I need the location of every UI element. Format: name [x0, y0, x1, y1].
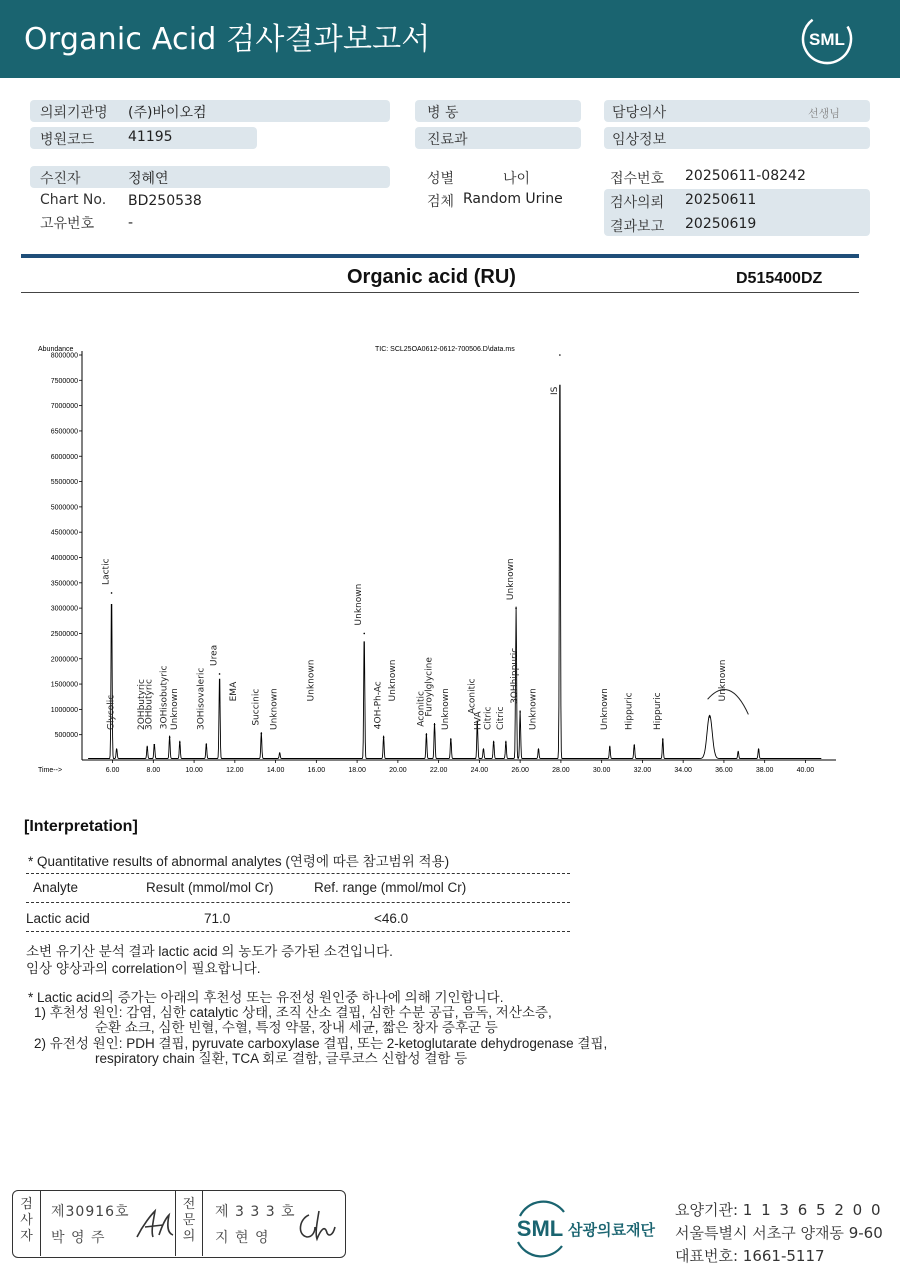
peak-apex [146, 747, 148, 749]
title-underline [21, 292, 859, 293]
peak-annotation [210, 645, 220, 666]
peak-annotation [718, 660, 728, 702]
peak-apex [709, 716, 711, 718]
y-tick-label: 6500000 [50, 428, 78, 436]
specialist-license: 제 3 3 3 호 [215, 1204, 296, 1220]
y-tick-label: 4000000 [50, 555, 78, 562]
annotation-label: Unknown [169, 688, 180, 730]
annotation-label: 3OHbutyric [144, 679, 155, 730]
annotation-label: Unknown [354, 583, 365, 626]
uid-value: - [128, 215, 134, 231]
specialist-label: 전 문 의 [175, 1191, 203, 1256]
org-name: 삼광의료재단 [568, 1221, 655, 1239]
annotation-label: Unknown [506, 558, 517, 601]
test-title: Organic acid (RU) [347, 266, 516, 288]
annotation-label: Citric [483, 706, 494, 730]
table-divider [26, 873, 570, 874]
peak-apex [662, 739, 664, 741]
y-tick-label: 500000 [54, 732, 78, 740]
specimen-label: 검체 [427, 194, 455, 210]
annotation-label: Aconitic [416, 691, 427, 727]
annotation-label: Hippuric [624, 692, 635, 730]
request-label: 검사의뢰 [610, 195, 665, 211]
peak-annotation [374, 681, 384, 729]
y-axis-label: Abundance [38, 346, 74, 353]
annotation-label: Furoylglycine [424, 657, 435, 717]
care-value: 1 1 3 6 5 2 0 0 [742, 1201, 883, 1219]
col-analyte: Analyte [33, 880, 79, 895]
peak-apex [169, 736, 171, 738]
peak-annotation [484, 706, 494, 730]
annotation-label: Unknown [440, 688, 451, 730]
peak-apex [450, 739, 452, 741]
logo-text: SML [809, 30, 845, 49]
x-tick-label: 38.00 [755, 767, 774, 774]
specialist-name: 지 현 영 [215, 1230, 270, 1246]
clinical-label: 임상정보 [612, 132, 667, 148]
annotation-label: EMA [228, 681, 239, 702]
tester-label: 검 사 자 [13, 1191, 41, 1256]
annotation-label: Unknown [599, 688, 610, 730]
annotation-label: 2OHbutyric [137, 679, 148, 730]
peak-annotation [196, 668, 206, 730]
peak-apex [559, 354, 561, 356]
footer-logo-text: SML [516, 1216, 564, 1241]
chart-no-value: BD250538 [128, 193, 202, 209]
peak-annotation [251, 689, 261, 726]
y-tick-label: 2000000 [50, 656, 78, 664]
y-tick-label: 5000000 [50, 504, 78, 512]
peak-annotation [496, 706, 506, 730]
annotation-label: HVA [473, 711, 484, 730]
peak-apex [633, 745, 635, 747]
receipt-label: 접수번호 [610, 171, 665, 187]
annotation-label: Unknown [269, 688, 280, 730]
peak-apex [505, 741, 507, 743]
peak-apex [426, 734, 428, 736]
peak-annotation [624, 692, 634, 730]
y-tick-label: 3000000 [50, 605, 78, 613]
peak-apex [758, 749, 760, 751]
chart-title: TIC: SCL25OA0612-0612-700506.D\data.ms [375, 346, 515, 353]
institution-label: 의뢰기관명 [40, 105, 108, 121]
title-rule [21, 254, 859, 258]
peak-apex [515, 607, 517, 609]
table-divider [26, 931, 570, 932]
phone-label: 대표번호: [675, 1247, 739, 1265]
x-tick-label: 6.00 [105, 767, 120, 774]
y-tick-label: 5500000 [50, 479, 78, 487]
peak-apex [737, 752, 739, 754]
result-date-label: 결과보고 [610, 219, 665, 235]
peak-annotation [160, 665, 170, 729]
age-label: 나이 [503, 171, 531, 187]
doctor-suffix: 선생님 [808, 107, 840, 120]
cause-line: respiratory chain 질환, TCA 회로 결함, 글루코스 신합성 결함 등 [95, 1051, 468, 1066]
peak-annotation [510, 648, 520, 704]
peak-annotation [170, 688, 180, 730]
y-tick-label: 7000000 [50, 403, 78, 411]
cause-line: 1) 후천성 원인: 감염, 심한 catalytic 상태, 조직 산소 결핍, 심한 수분 공급, 음독, 저산소증, [34, 1005, 552, 1020]
x-axis-label: Time--> [38, 767, 63, 774]
x-tick-label: 20.00 [389, 767, 407, 774]
row-analyte: Lactic acid [26, 911, 90, 926]
peak-apex [383, 736, 385, 738]
x-tick-label: 14.00 [266, 767, 285, 774]
annotation-label: Citric [495, 706, 506, 730]
annotation-label: Unknown [306, 659, 317, 702]
tester-signature [133, 1205, 179, 1245]
signature-box [12, 1190, 346, 1258]
peak-apex [609, 747, 611, 749]
peak-apex [363, 633, 365, 635]
peak-annotation [441, 688, 451, 730]
receipt-value: 20250611-08242 [685, 168, 806, 184]
care-label: 요양기관: [675, 1201, 739, 1219]
annotation-label: 3OHhippuric [510, 647, 521, 704]
phone-value: 1661-5117 [742, 1247, 825, 1265]
specimen-value: Random Urine [463, 191, 563, 207]
cause-line: 2) 유전성 원인: PDH 결핍, pyruvate carboxylase 결핍, 또는 2-ketoglutarate dehydrogenase 결핍, [34, 1036, 608, 1051]
x-tick-label: 34.00 [674, 767, 692, 774]
specialist-signature [293, 1207, 339, 1245]
address: 서울특별시 서초구 양재동 9-60 [675, 1224, 883, 1242]
peak-annotation [506, 558, 516, 600]
peak-annotation [528, 688, 538, 730]
doctor-label: 담당의사 [612, 105, 667, 121]
row-result: 71.0 [204, 911, 231, 926]
y-tick-label: 1500000 [50, 681, 78, 689]
x-tick-label: 36.00 [715, 767, 733, 774]
peak-apex [206, 744, 208, 746]
peak-annotation [550, 386, 560, 395]
report-header [0, 0, 900, 78]
y-tick-label: 7500000 [50, 377, 78, 385]
peak-apex [493, 741, 495, 743]
peak-annotation [653, 692, 663, 730]
peak-annotation [388, 660, 398, 702]
request-value: 20250611 [685, 192, 757, 208]
test-code: D515400DZ [736, 270, 823, 287]
y-tick-label: 4500000 [50, 529, 78, 537]
chromatogram-chart [30, 335, 850, 780]
annotation-label: Unknown [528, 688, 539, 730]
dept-label: 진료과 [427, 132, 468, 148]
y-tick-label: 6000000 [50, 453, 78, 461]
peak-annotation [229, 681, 239, 701]
peak-apex [179, 741, 181, 743]
peak-annotation [102, 558, 112, 585]
x-tick-label: 26.00 [511, 767, 529, 774]
peak-apex [434, 724, 436, 726]
unknown-bracket [708, 690, 749, 715]
peak-annotation [144, 679, 154, 730]
peak-apex [538, 749, 540, 751]
quant-note: * Quantitative results of abnormal analytes (연령에 따른 참고범위 적용) [28, 854, 450, 869]
x-tick-label: 16.00 [307, 767, 326, 774]
patient-label: 수진자 [40, 171, 81, 187]
cause-line: 순환 쇼크, 심한 빈혈, 수혈, 특정 약물, 장내 세균, 짧은 창자 증후군 등 [95, 1020, 498, 1035]
x-tick-label: 8.00 [146, 767, 161, 774]
annotation-label: IS [549, 386, 560, 395]
peak-apex [219, 673, 221, 675]
care-code [675, 1199, 883, 1220]
comment-line: 임상 양상과의 correlation이 필요합니다. [26, 961, 261, 976]
result-date-value: 20250619 [685, 216, 757, 232]
row-ref: <46.0 [374, 911, 409, 926]
y-tick-label: 8000000 [50, 352, 78, 360]
peak-annotation [425, 657, 435, 717]
tester-name: 박 영 주 [51, 1230, 106, 1246]
annotation-label: 3OHisovaleric [196, 667, 207, 730]
peak-apex [483, 749, 485, 751]
institution-value: (주)바이오컴 [128, 105, 207, 121]
report-title: Organic Acid 검사결과보고서 [24, 22, 431, 57]
peak-apex [261, 733, 263, 735]
patient-box [30, 166, 390, 188]
annotation-label: Unknown [387, 659, 398, 702]
table-divider [26, 902, 570, 903]
x-tick-label: 32.00 [633, 767, 652, 774]
peak-apex [116, 749, 118, 751]
cause-intro: * Lactic acid의 증가는 아래의 후천성 또는 유전성 원인중 하나에 의해 기인합니다. [28, 990, 504, 1005]
col-result: Result (mmol/mol Cr) [146, 880, 274, 895]
x-tick-label: 24.00 [470, 767, 489, 774]
sml-logo [800, 12, 854, 66]
peak-annotation [473, 711, 483, 730]
phone [675, 1245, 825, 1266]
annotation-label: Lactic [101, 558, 112, 585]
x-tick-label: 18.00 [348, 767, 366, 774]
peak-apex [279, 753, 281, 755]
peak-annotation [107, 695, 117, 730]
annotation-label: 3OHisobutyric [159, 665, 170, 730]
peak-annotation [600, 688, 610, 730]
peak-apex [519, 711, 521, 713]
x-tick-label: 28.00 [552, 767, 570, 774]
peak-apex [154, 744, 156, 746]
tester-license: 제30916호 [51, 1204, 130, 1220]
peak-apex [111, 592, 113, 594]
interpretation-heading: [Interpretation] [24, 818, 138, 835]
peak-annotation [467, 678, 477, 714]
peak-annotation [306, 660, 316, 702]
annotation-label: Aconitic [467, 678, 478, 715]
annotation-label: Glycolic [106, 694, 117, 730]
x-tick-label: 12.00 [226, 767, 244, 774]
x-tick-label: 30.00 [592, 767, 611, 774]
col-ref: Ref. range (mmol/mol Cr) [314, 880, 467, 895]
annotation-label: Urea [209, 644, 220, 666]
sex-label: 성별 [427, 171, 455, 187]
patient-value: 정혜연 [128, 171, 169, 187]
hospital-code-value: 41195 [128, 129, 173, 145]
comment-line: 소변 유기산 분석 결과 lactic acid 의 농도가 증가된 소견입니다. [26, 944, 393, 959]
annotation-label: Unknown [717, 659, 728, 702]
uid-label: 고유번호 [40, 216, 95, 232]
annotation-label: Hippuric [652, 692, 663, 730]
chart-no-label: Chart No. [40, 192, 107, 208]
y-tick-label: 3500000 [50, 580, 78, 588]
annotation-label: 4OH-Ph-Ac [373, 681, 384, 730]
peak-annotation [270, 688, 280, 730]
x-tick-label: 10.00 [185, 767, 203, 774]
peak-annotation [354, 584, 364, 626]
sml-foundation-logo [510, 1198, 670, 1258]
ward-label: 병 동 [427, 105, 459, 121]
x-tick-label: 40.00 [796, 767, 815, 774]
annotation-label: Succinic [251, 688, 262, 726]
hospital-code-label: 병원코드 [40, 132, 95, 148]
y-tick-label: 1000000 [50, 706, 78, 714]
y-tick-label: 2500000 [50, 630, 78, 638]
x-tick-label: 22.00 [429, 767, 448, 774]
